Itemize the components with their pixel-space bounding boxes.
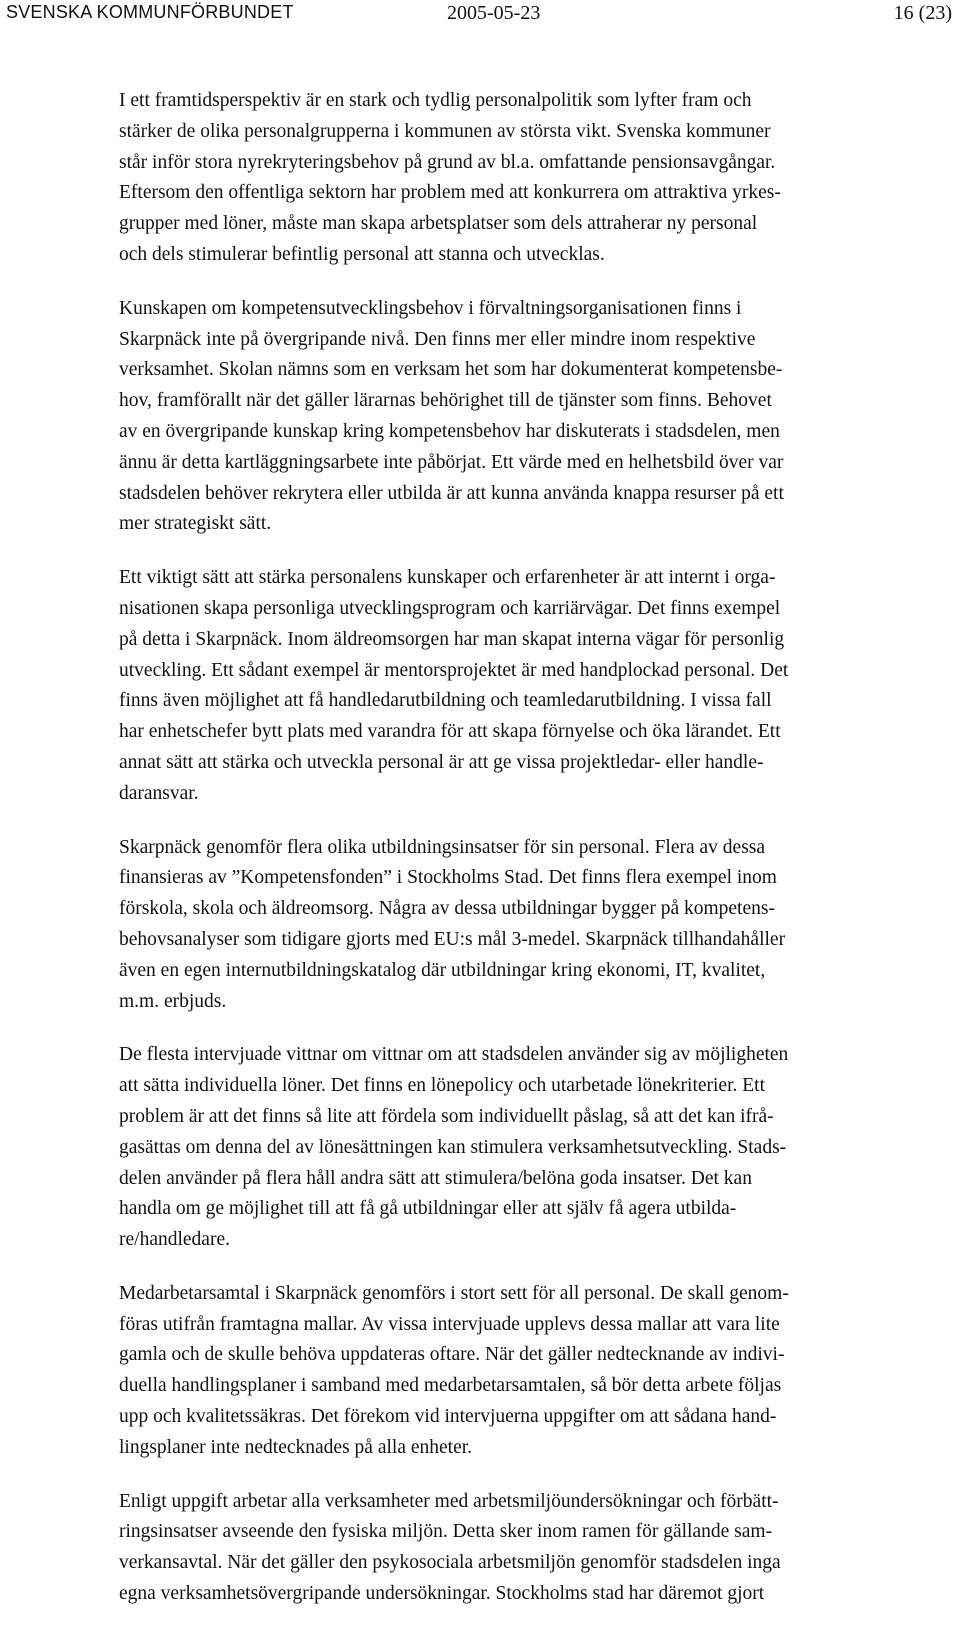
paragraph <box>119 86 911 271</box>
text-line: förskola, skola och äldreomsorg. Några av dessa utbildningar bygger på kompetens- <box>119 898 775 920</box>
text-line: egna verksamhetsövergripande undersökningar. Stockholms stad har däremot gjort <box>119 1583 765 1605</box>
organization-name: SVENSKA KOMMUNFÖRBUNDET <box>6 2 294 22</box>
text-line: Skarpnäck inte på övergripande nivå. Den finns mer eller mindre inom respektive <box>119 328 756 350</box>
text-line: finansieras av ”Kompetensfonden” i Stockholms Stad. Det finns flera exempel inom <box>119 867 777 889</box>
document-date: 2005-05-23 <box>447 2 541 24</box>
text-line: och dels stimulerar befintlig personal att stanna och utvecklas. <box>119 243 605 265</box>
text-line: föras utifrån framtagna mallar. Av vissa intervjuade upplevs dessa mallar att vara lite <box>119 1313 780 1335</box>
text-line: delen använder på flera håll andra sätt att stimulera/belöna goda insatser. Det kan <box>119 1167 752 1189</box>
text-line: Ett viktigt sätt att stärka personalens kunskaper och erfarenheter är att internt i orga- <box>119 567 776 589</box>
text-line: Kunskapen om kompetensutvecklingsbehov i förvaltningsorganisationen finns i <box>119 297 742 319</box>
text-line: ännu är detta kartläggningsarbete inte påbörjat. Ett värde med en helhetsbild över var <box>119 451 784 473</box>
text-line: Eftersom den offentliga sektorn har problem med att konkurrera om attraktiva yrkes- <box>119 182 781 204</box>
text-line: verksamhet. Skolan nämns som en verksam het som har dokumenterat kompetensbe- <box>119 359 783 381</box>
page-header <box>0 0 960 40</box>
text-line: Medarbetarsamtal i Skarpnäck genomförs i stort sett för all personal. De skall genom- <box>119 1282 789 1304</box>
text-line: re/handledare. <box>119 1229 230 1251</box>
text-line: har enhetschefer bytt plats med varandra för att skapa förnyelse och öka lärandet. Ett <box>119 721 781 743</box>
text-line: gasättas om denna del av lönesättningen kan stimulera verksamhetsutveckling. Stads- <box>119 1136 787 1158</box>
text-line: stadsdelen behöver rekrytera eller utbilda är att kunna använda knappa resurser på ett <box>119 482 784 504</box>
text-line: grupper med löner, måste man skapa arbetsplatser som dels attraherar ny personal <box>119 213 758 235</box>
text-line: gamla och de skulle behöva uppdateras oftare. När det gäller nedtecknande av indivi- <box>119 1344 785 1366</box>
text-line: De flesta intervjuade vittnar om vittnar om att stadsdelen använder sig av möjligheten <box>119 1044 789 1066</box>
text-line: daransvar. <box>119 782 199 804</box>
page-number: 16 (23) <box>893 2 952 24</box>
text-line: Skarpnäck genomför flera olika utbildningsinsatser för sin personal. Flera av dessa <box>119 836 766 858</box>
text-line: Enligt uppgift arbetar alla verksamheter med arbetsmiljöundersökningar och förbätt- <box>119 1490 779 1512</box>
paragraph <box>119 563 911 809</box>
text-line: behovsanalyser som tidigare gjorts med EU:s mål 3-medel. Skarpnäck tillhandahåller <box>119 928 786 950</box>
text-line: stärker de olika personalgrupperna i kommunen av största vikt. Svenska kommuner <box>119 120 771 142</box>
text-line: ringsinsatser avseende den fysiska miljön. Detta sker inom ramen för gällande sam- <box>119 1521 773 1543</box>
text-line: duella handlingsplaner i samband med medarbetarsamtalen, så bör detta arbete följas <box>119 1375 782 1397</box>
text-line: m.m. erbjuds. <box>119 990 227 1012</box>
paragraph <box>119 294 911 540</box>
text-line: problem är att det finns så lite att fördela som individuellt påslag, så att det kan ifrå- <box>119 1105 774 1127</box>
text-line: upp och kvalitetssäkras. Det förekom vid intervjuerna uppgifter om att sådana hand- <box>119 1406 777 1428</box>
text-line: annat sätt att stärka och utveckla personal är att ge vissa projektledar- eller handle- <box>119 751 764 773</box>
text-line: av en övergripande kunskap kring kompetensbehov har diskuterats i stadsdelen, men <box>119 420 780 442</box>
paragraph <box>119 833 911 1018</box>
paragraph <box>119 1279 911 1464</box>
text-line: nisationen skapa personliga utvecklingsprogram och karriärvägar. Det finns exempel <box>119 597 781 619</box>
text-line: står inför stora nyrekryteringsbehov på grund av bl.a. omfattande pensionsavgångar. <box>119 151 776 173</box>
document-body <box>119 86 911 1633</box>
text-line: finns även möjlighet att få handledarutbildning och teamledarutbildning. I vissa fall <box>119 690 772 712</box>
text-line: lingsplaner inte nedtecknades på alla enheter. <box>119 1436 473 1458</box>
paragraph <box>119 1040 911 1256</box>
text-line: handla om ge möjlighet till att få gå utbildningar eller att själv få agera utbilda- <box>119 1198 737 1220</box>
text-line: på detta i Skarpnäck. Inom äldreomsorgen har man skapat interna vägar för personlig <box>119 628 785 650</box>
text-line: hov, framförallt när det gäller lärarnas behörighet till de tjänster som finns. Behovet <box>119 390 772 412</box>
text-line: mer strategiskt sätt. <box>119 513 272 535</box>
text-line: I ett framtidsperspektiv är en stark och tydlig personalpolitik som lyfter fram och <box>119 90 752 111</box>
text-line: att sätta individuella löner. Det finns en lönepolicy och utarbetade lönekriterier. Ett <box>119 1075 766 1097</box>
text-line: även en egen internutbildningskatalog där utbildningar kring ekonomi, IT, kvalitet, <box>119 959 766 981</box>
text-line: utveckling. Ett sådant exempel är mentorsprojektet är med handplockad personal. Det <box>119 659 789 681</box>
paragraph <box>119 1487 911 1610</box>
text-line: verkansavtal. När det gäller den psykosociala arbetsmiljön genomför stadsdelen inga <box>119 1552 781 1574</box>
